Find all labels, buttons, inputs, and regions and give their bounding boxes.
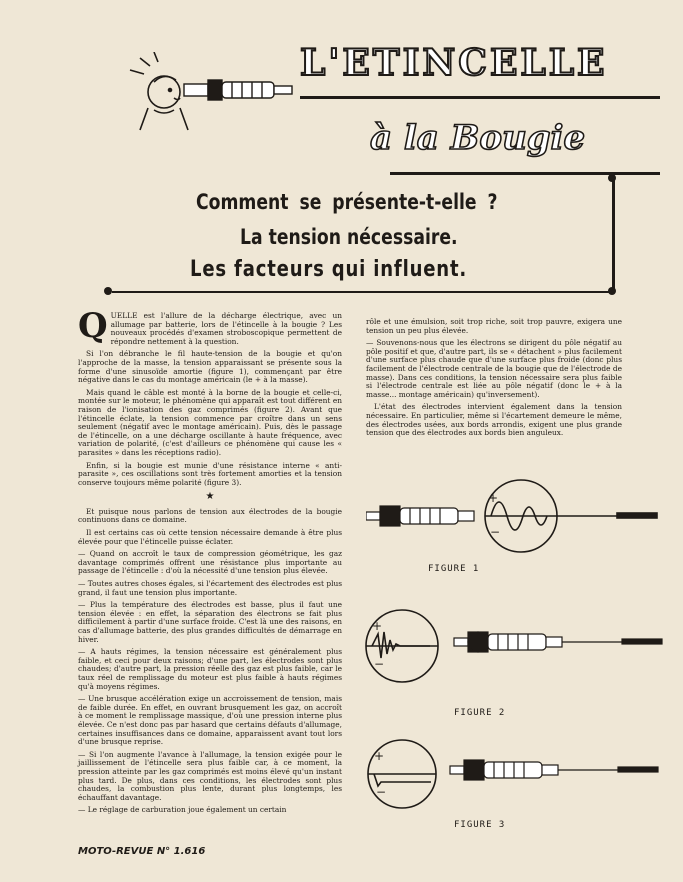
spark-plug-icon — [454, 632, 662, 652]
list-item: — A hauts régimes, la tension nécessaire est généralement plus faible, et ceci pour deux raisons; d'une part, les électrodes sont plus chaudes; d'autre part, la pression réelle des gaz est plus faible, car le taux réel de remplissage du moteur est plus faible à hauts régimes qu'à moyens régimes. — [78, 647, 342, 691]
svg-text:−: − — [376, 785, 387, 799]
list-item: — Quand on accroît le taux de compression géométrique, les gaz davantage comprimés offrent une résistance plus importante au passage de l'étincelle : d'où la nécessité d'une tension plus élevée. — [78, 549, 342, 576]
paragraph-intro-text: UELLE est l'allure de la décharge électrique, avec un allumage par batterie, lors de l'étincelle à la bougie ? Les nouveaux procédés d'examen stroboscopique permettent de répondre nettement à la question. — [110, 311, 342, 346]
svg-text:+: + — [488, 491, 499, 505]
paragraph-6: Il est certains cas où cette tension nécessaire demande à être plus élevée pour que l'étincelle puisse éclater. — [78, 528, 342, 546]
paragraph-3: Mais quand le câble est monté à la borne de la bougie et celle-ci, montée sur le moteur, le phénomène qui apparaît est tout différent en raison de l'ionisation des gaz comprimés (figure 2). Avant que l'étincelle éclate, la tension commence par croître dans un sens seulement (négatif avec le montage américain). Puis, dès le passage de l'étincelle, on a une décharge oscillante à haute fréquence, avec variation de polarité, (c'est d'ailleurs ce phénomène qui cause les « parasites » dans les réceptions radio). — [78, 387, 342, 457]
title-underline — [300, 96, 660, 99]
paragraph-4: Enfin, si la bougie est munie d'une résistance interne « anti-parasite », ces oscillations sont très fortement amorties et la tension conserve toujours même polarité (figure 3). — [78, 460, 342, 487]
list-item: — Si l'on augmente l'avance à l'allumage, la tension exigée pour le jaillissement de l'étincelle sera plus faible car, à ce moment, la pression atteinte par les gaz comprimés est moins élevé qu'un instant plus tard. De plus, dans ces conditions, les électrodes sont plus chaudes, la combustion plus lente, durant plus longtemps, les échauffant davantage. — [78, 749, 342, 802]
cartoon-illustration — [118, 52, 298, 132]
decorative-horizontal-rule — [112, 291, 612, 293]
page-footer: MOTO-REVUE N° 1.616 — [78, 846, 206, 857]
paragraph-right-3: L'état des électrodes intervient également dans la tension nécessaire. En particulier, même si l'écartement demeure le même, des électrodes usées, aux bords arrondis, exigent une plus grande tension que des électrodes aux bords bien anguleux. — [366, 402, 622, 438]
decorative-vertical-rule — [612, 180, 615, 290]
svg-text:+: + — [372, 619, 383, 633]
drop-cap: Q — [78, 306, 108, 346]
subhead-1: Comment se présente-t-elle ? — [196, 190, 498, 214]
title-line-1: L'ETINCELLE — [300, 42, 608, 84]
decorative-dot-left — [104, 287, 112, 295]
figure-2-diagram — [362, 602, 672, 698]
paragraph-intro — [78, 306, 342, 346]
svg-text:−: − — [490, 525, 501, 539]
subhead-2: La tension nécessaire. — [240, 225, 458, 249]
paragraph-2: Si l'on débranche le fil haute-tension de la bougie et qu'on l'approche de la masse, la tension apparaissant se présente sous la forme d'une sinusoïde amortie (figure 1), commençant par être négative dans le cas du montage américain (le + à la masse). — [78, 349, 342, 385]
figure-3-caption: FIGURE 3 — [454, 820, 506, 830]
figure-1-caption: FIGURE 1 — [428, 564, 480, 574]
figure-3-diagram — [362, 734, 672, 824]
title-line-2: à la Bougie — [370, 118, 586, 158]
spark-plug-icon — [450, 760, 658, 780]
subhead-3: Les facteurs qui influent. — [190, 257, 468, 282]
section-star: ★ — [205, 491, 215, 503]
svg-text:−: − — [374, 657, 385, 671]
figure-1-diagram — [366, 478, 666, 568]
oscilloscope-icon — [368, 740, 436, 808]
spark-plug-icon — [184, 80, 292, 100]
svg-text:+: + — [374, 749, 385, 763]
figure-2-caption: FIGURE 2 — [454, 708, 506, 718]
subtitle-underline — [390, 172, 660, 175]
list-item: — Le réglage de carburation joue également un certain — [78, 805, 287, 815]
paragraph-right-2: — Souvenons-nous que les électrons se dirigent du pôle négatif au pôle positif et que, d'autre part, ils se « détachent » plus facilement d'une surface plus chaude que d'une surface plus froide (donc plus facilement de l'électrode centrale de la bougie que de l'électrode de masse). Dans ces conditions, la tension nécessaire sera plus faible si l'électrode centrale est liée au pôle négatif (donc le + à la masse... montage américain) qu'inversement). — [366, 338, 622, 399]
paragraph-5: Et puisque nous parlons de tension aux électrodes de la bougie continuons dans ce domaine. — [78, 506, 342, 525]
decorative-dot-bottom — [608, 287, 616, 295]
list-item: — Toutes autres choses égales, si l'écartement des électrodes est plus grand, il faut une tension plus importante. — [78, 579, 342, 597]
oscilloscope-icon — [485, 480, 657, 552]
oscilloscope-icon — [366, 610, 438, 682]
cartoon-man-icon — [130, 52, 188, 130]
paragraph-right-1: rôle et une émulsion, soit trop riche, soit trop pauvre, exigera une tension un peu plus élevée. — [366, 317, 622, 335]
list-item: — Plus la température des électrodes est basse, plus il faut une tension élevée : en effet, la séparation des électrons se fait plus difficilement à partir d'une surface froide. C'est là une des raisons, en cas d'allumage batterie, des plus grandes difficultés de démarrage en hiver. — [78, 600, 342, 644]
spark-plug-icon — [366, 506, 474, 526]
list-item: — Une brusque accélération exige un accroissement de tension, mais de faible durée. En effet, en ouvrant brusquement les gaz, on accroît à ce moment le remplissage massique, d'où une pression interne plus élevée. Ce n'est donc pas par hasard que certains défauts d'allumage, certaines insuffisances dans ce domaine, apparaissent avant tout lors d'une brusque reprise. — [78, 694, 342, 747]
article-column-left — [78, 306, 342, 819]
article-column-right — [366, 318, 622, 442]
decorative-dot-top — [608, 174, 616, 182]
